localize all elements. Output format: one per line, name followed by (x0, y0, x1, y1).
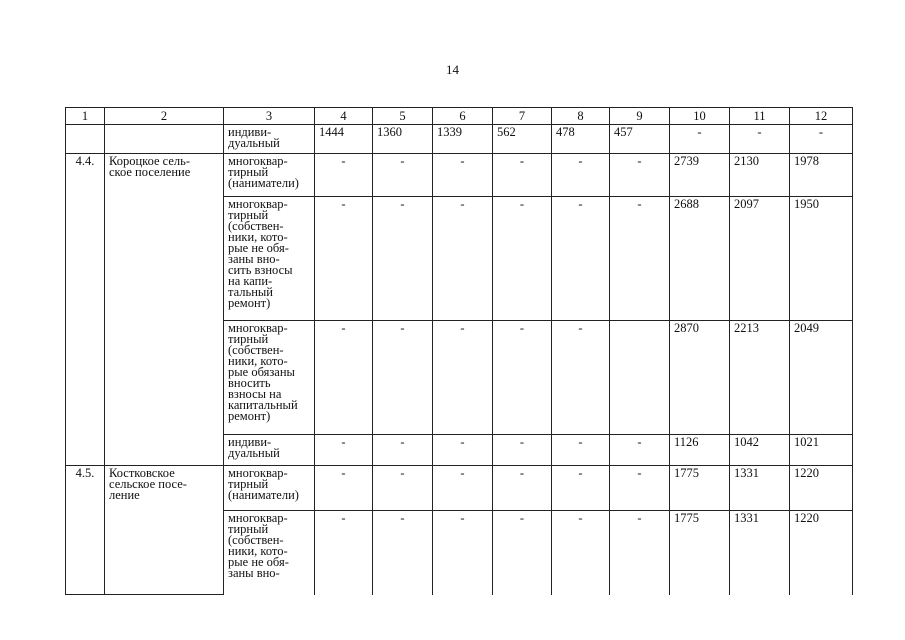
value-cell: - (373, 466, 433, 511)
value-cell: - (552, 154, 610, 197)
value-cell: - (790, 125, 853, 154)
value-cell: 1331 (730, 466, 790, 511)
value-cell: - (315, 511, 373, 595)
value-cell: 562 (493, 125, 552, 154)
table-row (66, 125, 853, 154)
housing-type: многоквар- тирный (наниматели) (224, 154, 315, 197)
housing-type: многоквар- тирный (собствен- ники, кото- рые не обя- заны вно- сить взносы на капи- тальный ремонт) (224, 197, 315, 321)
value-cell: - (493, 466, 552, 511)
value-cell: 1950 (790, 197, 853, 321)
housing-type: многоквар- тирный (собствен- ники, кото- рые обязаны вносить взносы на капитальный ремонт) (224, 321, 315, 435)
housing-type: индиви- дуальный (224, 435, 315, 466)
value-cell: 457 (610, 125, 670, 154)
value-cell: 1042 (730, 435, 790, 466)
row-number (66, 125, 105, 154)
housing-type: многоквар- тирный (наниматели) (224, 466, 315, 511)
value-cell: - (433, 466, 493, 511)
value-cell: - (373, 197, 433, 321)
value-cell: 2213 (730, 321, 790, 435)
value-cell: 1775 (670, 511, 730, 595)
housing-type: многоквар- тирный (собствен- ники, кото- рые не обя- заны вно- (224, 511, 315, 595)
value-cell: - (552, 435, 610, 466)
value-cell: 2097 (730, 197, 790, 321)
value-cell: 1331 (730, 511, 790, 595)
value-cell: - (433, 154, 493, 197)
housing-type: индиви- дуальный (224, 125, 315, 154)
value-cell: - (493, 197, 552, 321)
col-header: 3 (224, 108, 315, 125)
value-cell: - (552, 197, 610, 321)
value-cell: - (315, 154, 373, 197)
value-cell: 1220 (790, 466, 853, 511)
value-cell: - (433, 511, 493, 595)
col-header: 4 (315, 108, 373, 125)
value-cell: - (493, 435, 552, 466)
value-cell: 1444 (315, 125, 373, 154)
value-cell: - (610, 154, 670, 197)
value-cell: 2049 (790, 321, 853, 435)
row-number: 4.4. (66, 154, 105, 466)
value-cell: - (552, 511, 610, 595)
value-cell: 1021 (790, 435, 853, 466)
value-cell: - (493, 154, 552, 197)
value-cell: 1978 (790, 154, 853, 197)
value-cell (610, 321, 670, 435)
value-cell: 1220 (790, 511, 853, 595)
header-row (66, 108, 853, 125)
value-cell: 478 (552, 125, 610, 154)
col-header: 6 (433, 108, 493, 125)
value-cell: - (610, 466, 670, 511)
col-header: 2 (105, 108, 224, 125)
value-cell: - (373, 321, 433, 435)
value-cell: - (493, 321, 552, 435)
col-header: 10 (670, 108, 730, 125)
value-cell: - (373, 435, 433, 466)
settlement-name: Костковское сельское посе- ление (105, 466, 224, 595)
value-cell: - (670, 125, 730, 154)
value-cell: - (610, 435, 670, 466)
tariff-table (65, 107, 853, 595)
value-cell: - (315, 321, 373, 435)
value-cell: - (373, 154, 433, 197)
value-cell: 2739 (670, 154, 730, 197)
value-cell: - (433, 197, 493, 321)
settlement-name (105, 125, 224, 154)
col-header: 11 (730, 108, 790, 125)
value-cell: 2130 (730, 154, 790, 197)
col-header: 9 (610, 108, 670, 125)
value-cell: - (493, 511, 552, 595)
value-cell: - (315, 466, 373, 511)
value-cell: 1775 (670, 466, 730, 511)
table-row (66, 466, 853, 511)
value-cell: - (552, 466, 610, 511)
col-header: 5 (373, 108, 433, 125)
value-cell: 2688 (670, 197, 730, 321)
value-cell: - (552, 321, 610, 435)
table-row (66, 154, 853, 197)
value-cell: - (433, 435, 493, 466)
value-cell: - (730, 125, 790, 154)
col-header: 7 (493, 108, 552, 125)
settlement-name: Короцкое сель- ское поселение (105, 154, 224, 466)
value-cell: - (315, 435, 373, 466)
value-cell: 2870 (670, 321, 730, 435)
value-cell: - (610, 197, 670, 321)
page-number: 14 (446, 62, 459, 77)
value-cell: - (610, 511, 670, 595)
value-cell: - (373, 511, 433, 595)
col-header: 12 (790, 108, 853, 125)
value-cell: 1339 (433, 125, 493, 154)
col-header: 8 (552, 108, 610, 125)
row-number: 4.5. (66, 466, 105, 595)
value-cell: - (315, 197, 373, 321)
col-header: 1 (66, 108, 105, 125)
value-cell: - (433, 321, 493, 435)
value-cell: 1126 (670, 435, 730, 466)
value-cell: 1360 (373, 125, 433, 154)
